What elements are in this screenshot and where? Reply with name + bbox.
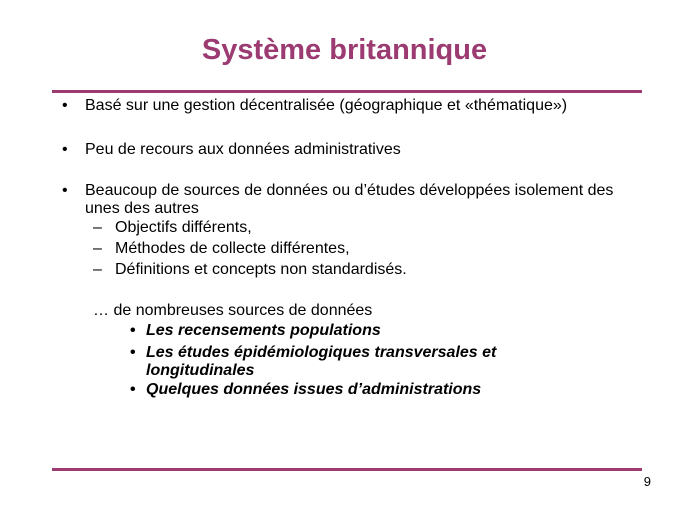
sub-bullet-marker: – bbox=[93, 240, 102, 257]
source-marker: • bbox=[130, 381, 136, 398]
source-censuses: Les recensements populations bbox=[146, 322, 381, 339]
source-marker: • bbox=[130, 344, 136, 361]
bullet-administrative-data: Peu de recours aux données administratives bbox=[85, 141, 401, 158]
sub-bullet-marker: – bbox=[93, 261, 102, 278]
page-number: 9 bbox=[643, 474, 651, 489]
sub-bullet-definitions: Définitions et concepts non standardisés. bbox=[115, 261, 407, 278]
sub-bullet-marker: – bbox=[93, 219, 102, 236]
bullet-marker: • bbox=[62, 182, 68, 199]
source-epidemiological-studies: Les études épidémiologiques transversales et longitudinales bbox=[146, 344, 497, 379]
bullet-isolated-sources: Beaucoup de sources de données ou d’études développées isolement des unes des autres bbox=[85, 182, 614, 217]
bullet-marker: • bbox=[62, 97, 68, 114]
sub-bullet-methods: Méthodes de collecte différentes, bbox=[115, 240, 350, 257]
lead-in-text: … de nombreuses sources de données bbox=[93, 302, 373, 319]
bullet-decentralised-management: Basé sur une gestion décentralisée (géographique et «thématique») bbox=[85, 97, 568, 114]
source-marker: • bbox=[130, 322, 136, 339]
slide-title: Système britannique bbox=[201, 34, 488, 66]
footer-divider bbox=[52, 468, 642, 471]
bullet-marker: • bbox=[62, 141, 68, 158]
source-administrative-data: Quelques données issues d’administrations bbox=[146, 381, 482, 398]
sub-bullet-objectives: Objectifs différents, bbox=[115, 219, 252, 236]
